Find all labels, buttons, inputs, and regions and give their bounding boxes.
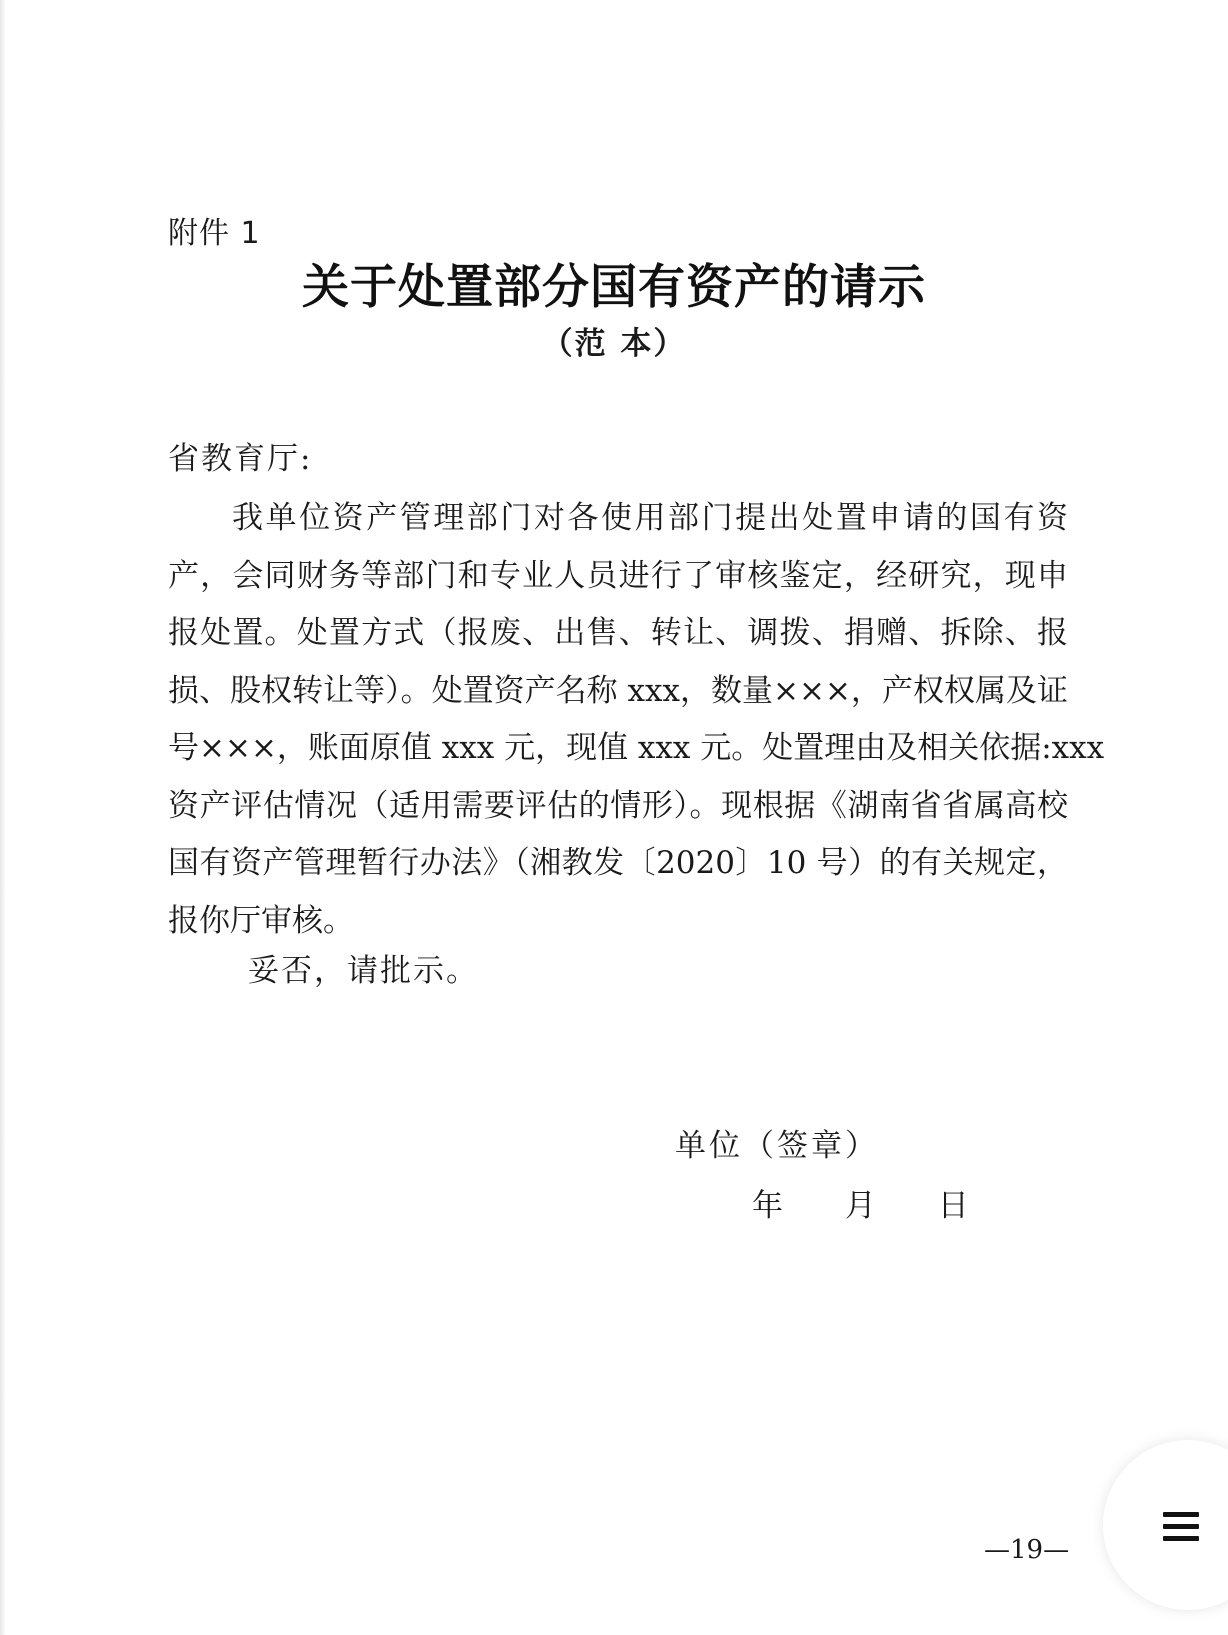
body-line-4: 损、股权转让等）。处置资产名称 xxx，数量×××，产权权属及证 — [168, 672, 1068, 709]
hamburger-menu-icon[interactable] — [1163, 1512, 1199, 1542]
salutation: 省教育厅: — [168, 441, 313, 477]
date-day-label: 日 — [937, 1188, 969, 1224]
closing-line: 妥否，请批示。 — [248, 953, 479, 989]
body-line-2: 产，会同财务等部门和专业人员进行了审核鉴定，经研究，现申 — [168, 557, 1068, 594]
document-subtitle: （范 本） — [541, 326, 687, 362]
page-edge-shadow — [0, 0, 6, 1635]
signature-block: 单位（签章） — [675, 1128, 879, 1164]
date-year-label: 年 — [752, 1188, 783, 1224]
document-title: 关于处置部分国有资产的请示 — [302, 260, 926, 315]
body-paragraph — [168, 490, 1105, 950]
date-row — [752, 1180, 1021, 1225]
body-line-6: 资产评估情况（适用需要评估的情形）。现根据《湖南省省属高校 — [168, 787, 1068, 824]
body-line-1: 我单位资产管理部门对各使用部门提出处置申请的国有资 — [232, 500, 1068, 536]
body-line-7: 国有资产管理暂行办法》（湘教发〔2020〕10 号）的有关规定， — [168, 845, 1068, 881]
page-number: —19— — [984, 1535, 1070, 1565]
body-line-5: 号×××，账面原值 xxx 元，现值 xxx 元。处置理由及相关依据:xxx — [168, 730, 1105, 766]
date-month-label: 月 — [844, 1188, 876, 1224]
body-line-3: 报处置。处置方式（报废、出售、转让、调拨、捐赠、拆除、报 — [168, 615, 1068, 651]
attachment-label: 附件 1 — [168, 216, 261, 251]
body-line-8: 报你厅审核。 — [168, 902, 354, 939]
